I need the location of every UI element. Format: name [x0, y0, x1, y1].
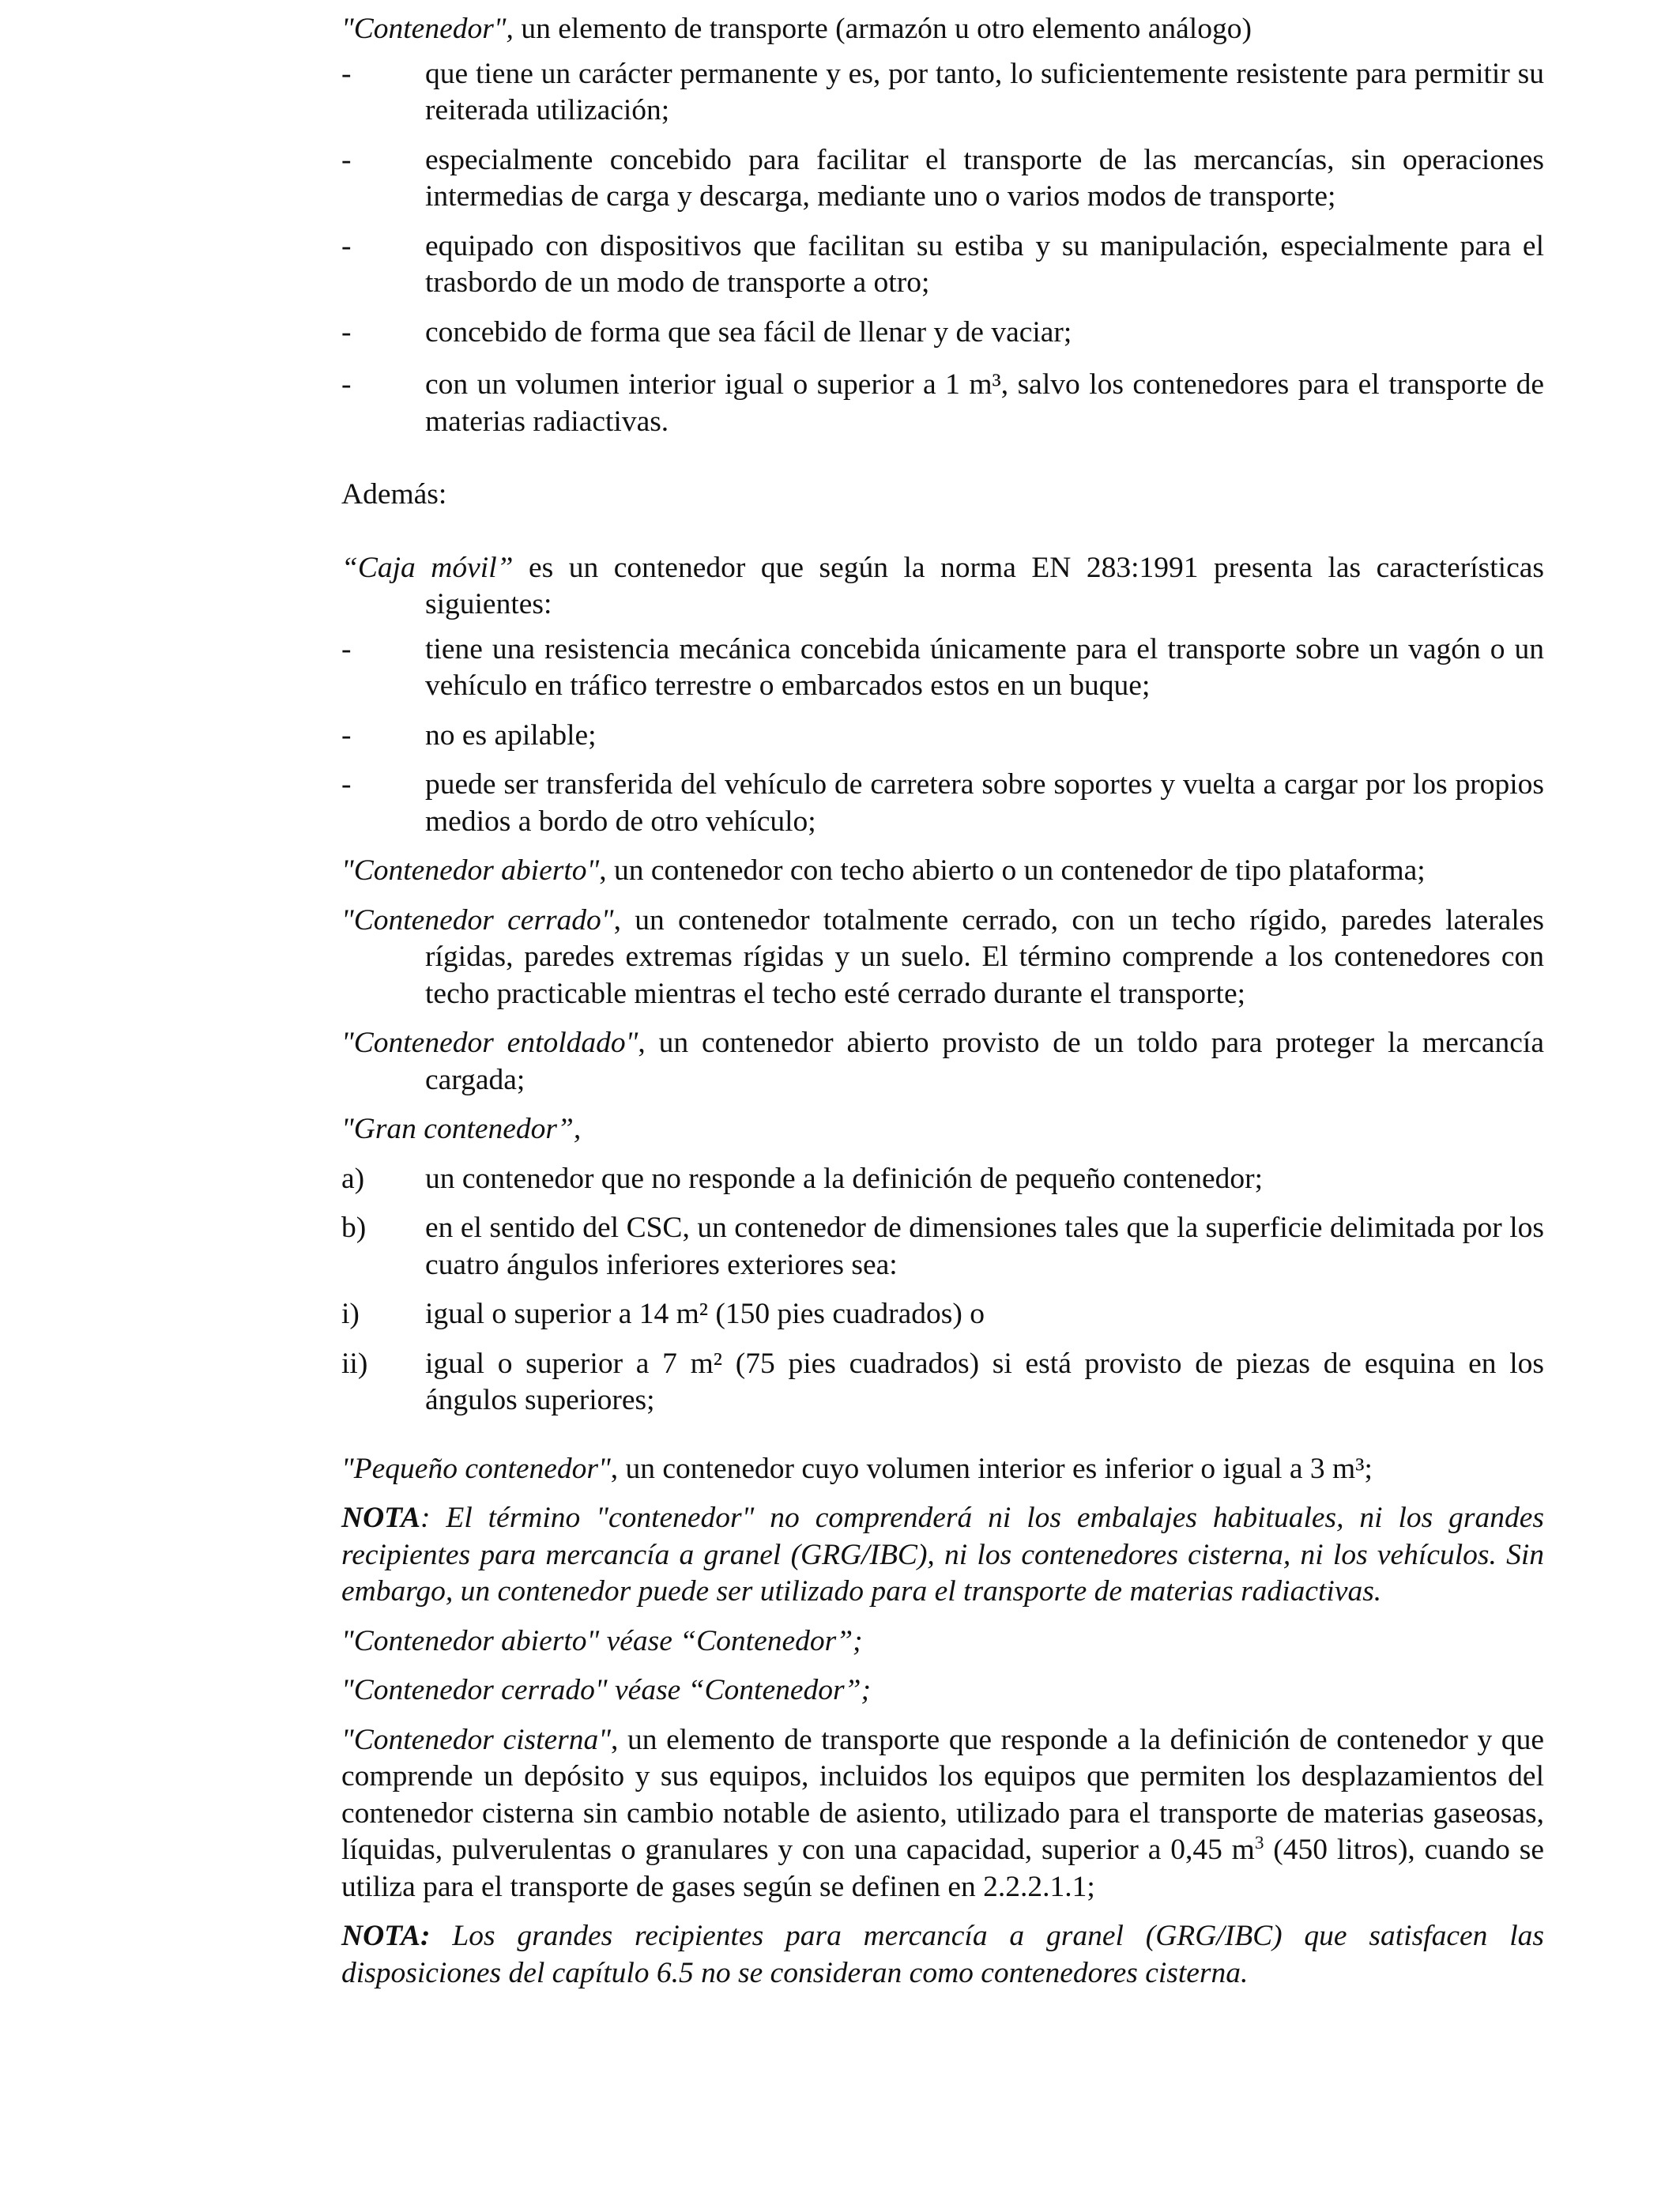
term: "Gran contenedor”, [341, 1113, 582, 1145]
reference-text: "Contenedor cerrado" véase “Contenedor”; [341, 1674, 871, 1706]
list-item-text: en el sentido del CSC, un contenedor de dimensiones tales que la superficie delimitada por los cuatro ángulos inferiores exteriores sea: [425, 1212, 1544, 1281]
definition-text-end: (450 litros), cuando se utiliza para el transporte de gases según se definen en 2.2.2.1.1; [341, 1834, 1544, 1903]
list-marker: - [341, 632, 352, 665]
definition-text: , un contenedor con techo abierto o un contenedor de tipo plataforma; [599, 854, 1426, 887]
contenedor-list [341, 56, 1544, 441]
note-text: : El término "contenedor" no comprenderá ni los embalajes habituales, ni los grandes recipientes para mercancía a granel (GRG/IBC), ni los contenedores cisterna, ni los vehículos. Sin embargo, un contenedor puede ser utilizado para el transporte de materias radiactivas. [341, 1502, 1544, 1608]
list-item [341, 1346, 1544, 1419]
term: "Contenedor", [341, 13, 514, 45]
superscript: 3 [1254, 1833, 1264, 1854]
definition-text: un elemento de transporte (armazón u otro elemento análogo) [513, 13, 1252, 45]
definition-contenedor [341, 11, 1544, 48]
list-item [341, 228, 1544, 302]
list-item [341, 142, 1544, 216]
definition-caja-movil [341, 550, 1544, 624]
term: "Contenedor cisterna" [341, 1723, 612, 1756]
definition-contenedor-cisterna [341, 1722, 1544, 1906]
list-item [341, 56, 1544, 130]
definition-text: , un contenedor abierto provisto de un toldo para proteger la mercancía cargada; [425, 1027, 1544, 1096]
list-item-text: tiene una resistencia mecánica concebida únicamente para el transporte sobre un vagón o un vehículo en tráfico terrestre o embarcados estos en un buque; [425, 632, 1544, 702]
caja-movil-list [341, 631, 1544, 841]
gran-contenedor-list [341, 1161, 1544, 1419]
list-item [341, 718, 1544, 755]
term: “Caja móvil” [341, 551, 514, 584]
list-item-text: igual o superior a 14 m² (150 pies cuadrados) o [425, 1298, 985, 1330]
list-marker: - [341, 229, 352, 262]
reference-text: "Contenedor abierto" véase “Contenedor”; [341, 1624, 863, 1657]
list-item [341, 1161, 1544, 1198]
term: "Contenedor abierto" [341, 854, 600, 887]
list-item [341, 367, 1544, 440]
list-marker: ii) [341, 1347, 368, 1380]
list-marker: - [341, 57, 352, 90]
document-body [341, 11, 1544, 1992]
ref-contenedor-cerrado [341, 1672, 1544, 1710]
list-marker: i) [341, 1298, 360, 1330]
list-item-text: concebido de forma que sea fácil de llenar y de vaciar; [425, 315, 1072, 349]
list-item-text: un contenedor que no responde a la definición de pequeño contenedor; [425, 1162, 1264, 1195]
definition-contenedor-abierto [341, 853, 1544, 890]
definition-gran-contenedor [341, 1111, 1544, 1148]
list-marker: - [341, 768, 352, 801]
definition-contenedor-cerrado [341, 903, 1544, 1013]
list-item-text: con un volumen interior igual o superior a 1 m³, salvo los contenedores para el transporte de materias radiactivas. [425, 368, 1544, 438]
definition-text: , un elemento de transporte que responde a la definición de contenedor y que comprende un depósito y sus equipos, incluidos los equipos que permiten los desplazamientos del contenedor cisterna sin cambio notable de asiento, utilizado para el transporte de materias gaseosas, líquidas, pulverulentas o granulares y con una capacidad, superior a 0,45 m [341, 1723, 1544, 1866]
note-label: NOTA: [341, 1920, 431, 1952]
list-item [341, 1210, 1544, 1284]
list-item-text: especialmente concebido para facilitar el transporte de las mercancías, sin operaciones intermedias de carga y descarga, mediante uno o varios modos de transporte; [425, 143, 1544, 213]
definition-text: , un contenedor cuyo volumen interior es inferior o igual a 3 m³; [610, 1452, 1373, 1485]
note-label: NOTA [341, 1502, 421, 1534]
definition-pequeno-contenedor [341, 1451, 1544, 1488]
nota-contenedor-cisterna [341, 1918, 1544, 1992]
list-marker: b) [341, 1212, 367, 1244]
list-item [341, 631, 1544, 705]
list-marker: a) [341, 1162, 365, 1195]
term: "Contenedor cerrado" [341, 903, 614, 937]
list-marker: - [341, 315, 352, 349]
list-item-text: no es apilable; [425, 718, 597, 752]
ref-contenedor-abierto [341, 1623, 1544, 1661]
list-item [341, 315, 1544, 352]
note-text: Los grandes recipientes para mercancía a granel (GRG/IBC) que satisfacen las disposiciones del capítulo 6.5 no se consideran como contenedores cisterna. [341, 1920, 1544, 1989]
definition-text: es un contenedor que según la norma EN 283:1991 presenta las características siguientes: [425, 551, 1544, 620]
list-item-text: que tiene un carácter permanente y es, por tanto, lo suficientemente resistente para permitir su reiterada utilización; [425, 57, 1544, 126]
list-marker: - [341, 718, 352, 752]
definition-contenedor-entoldado [341, 1025, 1544, 1099]
list-item [341, 767, 1544, 840]
nota-contenedor [341, 1500, 1544, 1611]
list-marker: - [341, 368, 352, 401]
list-item-text: igual o superior a 7 m² (75 pies cuadrados) si está provisto de piezas de esquina en los ángulos superiores; [425, 1347, 1544, 1416]
definition-text: , un contenedor totalmente cerrado, con un techo rígido, paredes laterales rígidas, paredes extremas rígidas y un suelo. El término comprende a los contenedores con techo practicable mientras el techo esté cerrado durante el transporte; [425, 903, 1544, 1010]
term: "Contenedor entoldado" [341, 1027, 638, 1059]
list-item [341, 1296, 1544, 1333]
list-item-text: puede ser transferida del vehículo de carretera sobre soportes y vuelta a cargar por los propios medios a bordo de otro vehículo; [425, 768, 1544, 838]
ademas-heading: Además: [341, 478, 447, 511]
list-item-text: equipado con dispositivos que facilitan su estiba y su manipulación, especialmente para el trasbordo de un modo de transporte a otro; [425, 229, 1544, 299]
list-marker: - [341, 143, 352, 176]
term: "Pequeño contenedor" [341, 1452, 611, 1485]
